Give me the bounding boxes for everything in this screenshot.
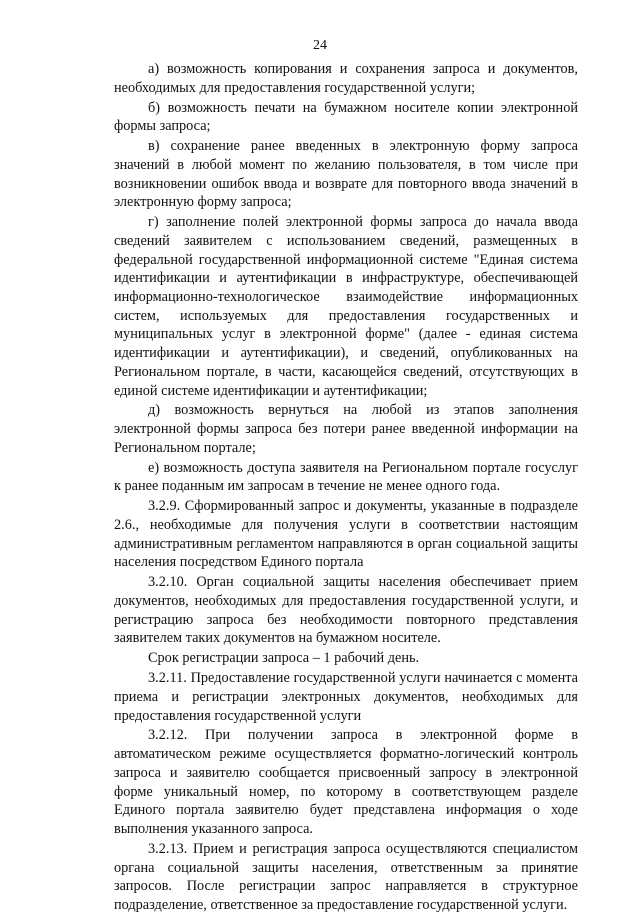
paragraph-3-2-11: 3.2.11. Предоставление государственной услуги начинается с момента приема и регистрации электронных документов, необходимых для предоставления государственной услуги bbox=[114, 670, 578, 724]
page-number: 24 bbox=[313, 38, 327, 53]
paragraph-3-2-12: 3.2.12. При получении запроса в электронной форме в автоматическом режиме осуществляется форматно-логический контроль запроса и заявителю сообщается присвоенный запросу в электронной форме уникальный номер, по которому в соответствующем разделе Единого портала заявителю будет представлена информация о ходе выполнения указанного запроса. bbox=[114, 727, 578, 837]
paragraph-item-v: в) сохранение ранее введенных в электронную форму запроса значений в любой момент по желанию пользователя, в том числе при возникновении ошибок ввода и возврате для повторного ввода значений в электронную форму запроса; bbox=[114, 138, 578, 211]
paragraph-item-d: д) возможность вернуться на любой из этапов заполнения электронной формы запроса без потери ранее введенной информации на Региональном портале; bbox=[114, 402, 578, 456]
paragraph-registration-term: Срок регистрации запроса – 1 рабочий день. bbox=[148, 650, 420, 667]
paragraph-item-a: а) возможность копирования и сохранения запроса и документов, необходимых для предоставления государственной услуги; bbox=[114, 61, 578, 96]
paragraph-3-2-10: 3.2.10. Орган социальной защиты населения обеспечивает прием документов, необходимых для предоставления государственной услуги, и регистрацию запроса без необходимости повторного представления заявителем таких документов на бумажном носителе. bbox=[114, 574, 578, 647]
paragraph-item-g: г) заполнение полей электронной формы запроса до начала ввода сведений заявителем с использованием сведений, размещенных в федеральной государственной информационной системе "Единая система идентификации и аутентификации в инфраструктуре, обеспечивающей информационно-технологическое взаимодействие информационных систем, используемых для предоставления государственных и муниципальных услуг в электронной форме" (далее - единая система идентификации и аутентификации), и сведений, опубликованных на Региональном портале, в части, касающейся сведений, отсутствующих в единой системе идентификации и аутентификации; bbox=[114, 214, 578, 399]
document-body bbox=[114, 60, 578, 916]
paragraph-3-2-13: 3.2.13. Прием и регистрация запроса осуществляются специалистом органа социальной защиты населения, ответственным за принятие запросов. После регистрации запрос направляется в структурное подразделение, ответственное за предоставление государственной услуги. bbox=[114, 840, 578, 913]
paragraph-3-2-9: 3.2.9. Сформированный запрос и документы, указанные в подразделе 2.6., необходимые для получения услуги в соответствии настоящим административным регламентом направляются в орган социальной защиты населения посредством Единого портала bbox=[114, 498, 578, 571]
paragraph-item-e: е) возможность доступа заявителя на Региональном портале госуслуг к ранее поданным им запросам в течение не менее одного года. bbox=[114, 459, 578, 495]
paragraph-item-b: б) возможность печати на бумажном носителе копии электронной формы запроса; bbox=[114, 99, 578, 135]
